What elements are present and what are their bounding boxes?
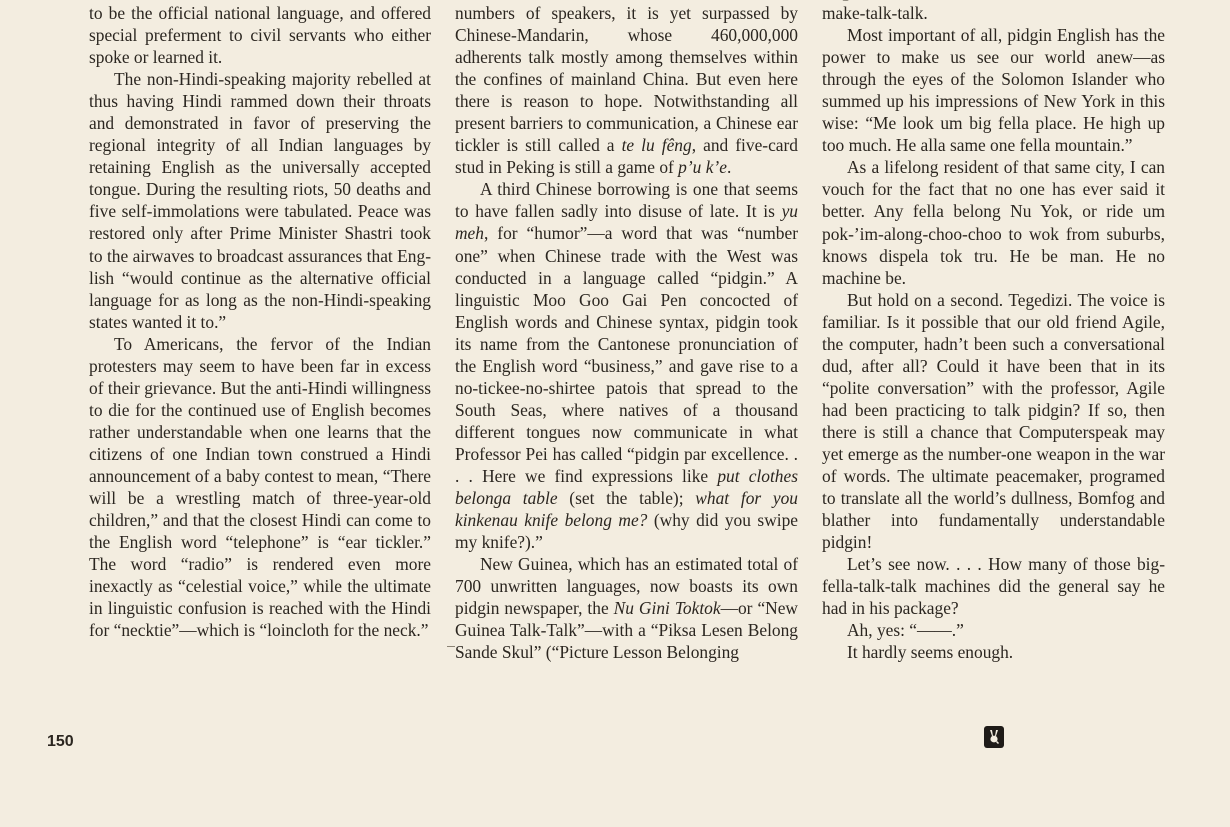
page-number: 150: [47, 733, 74, 750]
column3-paragraph: Most important of all, pidgin English has the power to make us see our world anew—as through the eyes of the Solomon Islander who summed up his impressions of New York in this wise: “Me look um big fella place. He high up too much. He alla same one fella mountain.”: [822, 25, 1165, 156]
column-3: [822, 0, 1165, 663]
column1-paragraph: to be the official national language, and offered special preferment to civil servants who either spoke or learned it.: [89, 3, 431, 68]
column-1: [89, 2, 431, 641]
column3-paragraph: As a lifelong resident of that same city, I can vouch for the fact that no one has ever said it better. Any fella belong Nu Yok, or ride um pok-’im-along-choo-choo to wok from suburbs, knows dispela tok tru. He be man. He no machine be.: [822, 157, 1165, 288]
column2-paragraph: New Guinea, which has an estimated total of 700 unwritten languages, now boasts its own pidgin newspaper, the Nu Gini Toktok—or “New Guinea Talk-Talk”—with a “Piksa Lesen Belong Sande Skul” (“Picture Lesson Belonging: [455, 554, 798, 663]
column-2: [455, 2, 798, 663]
column3-paragraph: make-talk-talk.: [822, 3, 928, 24]
column1-paragraph: The non-Hindi-speaking majority rebelled at thus having Hindi rammed down their throats and demonstrated in favor of preserving the regional integrity of all Indian languages by retaining English as the universally accepted tongue. During the resulting riots, 50 deaths and five self-immolations were tabulated. Peace was restored only after Prime Minister Shastri took to the airwaves to broadcast assurances that English “would continue as the alternative official language for as long as the non-Hindi-speaking states wanted it to.”: [89, 69, 431, 332]
column3-paragraph: Let’s see now. . . . How many of those big-fella-talk-talk machines did the general say he had in his package?: [822, 554, 1165, 619]
column3-paragraph: But hold on a second. Tegedizi. The voice is familiar. Is it possible that our old friend Agile, the computer, hadn’t been such a conversational dud, after all? Could it have been that in its “polite conversation” with the professor, Agile had been practicing to talk pidgin? If so, then there is still a chance that Computerspeak may yet emerge as the number-one weapon in the war of words. The ultimate peacemaker, programed to translate all the world’s dullness, Bomfog and blather into fundamentally understandable pidgin!: [822, 289, 1165, 553]
column2-paragraph: numbers of speakers, it is yet surpassed by Chinese-Mandarin, whose 460,000,000 adherents talk mostly among themselves within the confines of mainland China. But even here there is reason to hope. Notwithstanding all present barriers to communication, a Chinese ear tickler is still called a te lu fêng, and five-card stud in Peking is still a game of p’u k’e.: [455, 3, 799, 178]
column3-paragraph: Ah, yes: “——.”: [847, 620, 964, 641]
column1-paragraph: To Americans, the fervor of the Indian protesters may seem to have been far in excess of their grievance. But the anti-Hindi willingness to die for the continued use of English becomes rather understandable when one learns that the citizens of one Indian town construed a Hindi announcement of a baby contest to mean, “There will be a wrestling match of three-year-old children,” and that the closest Hindi can come to the English word “telephone” is “ear tickler.” The word “radio” is rendered even more inexactly as “celestial voice,” while the ultimate in linguistic confusion is reached with the Hindi for “necktie”—which is “loincloth for the neck.”: [89, 333, 431, 641]
bunny-end-mark-icon: [984, 726, 1004, 748]
bunny-icon: [987, 729, 1001, 745]
margin-mark: [447, 646, 455, 647]
column2-paragraph: A third Chinese borrowing is one that seems to have fallen sadly into disuse of late. It is yu meh, for “humor”—a word that was “number one” when Chinese trade with the West was conducted in a language called “pidgin.” A linguistic Moo Goo Gai Pen concocted of English words and Chinese syntax, pidgin took its name from the Cantonese pronunciation of the English word “business,” and gave rise to a no-tickee-no-shirtee patois that spread to the South Seas, where natives of a thousand different tongues now communicate in what Professor Pei has called “pidgin par excellence. . . . Here we find expressions like put clothes belonga table (set the table); what for you kinkenau knife belong me? (why did you swipe my knife?).”: [455, 179, 799, 553]
column3-paragraph: It hardly seems enough.: [847, 642, 1014, 663]
